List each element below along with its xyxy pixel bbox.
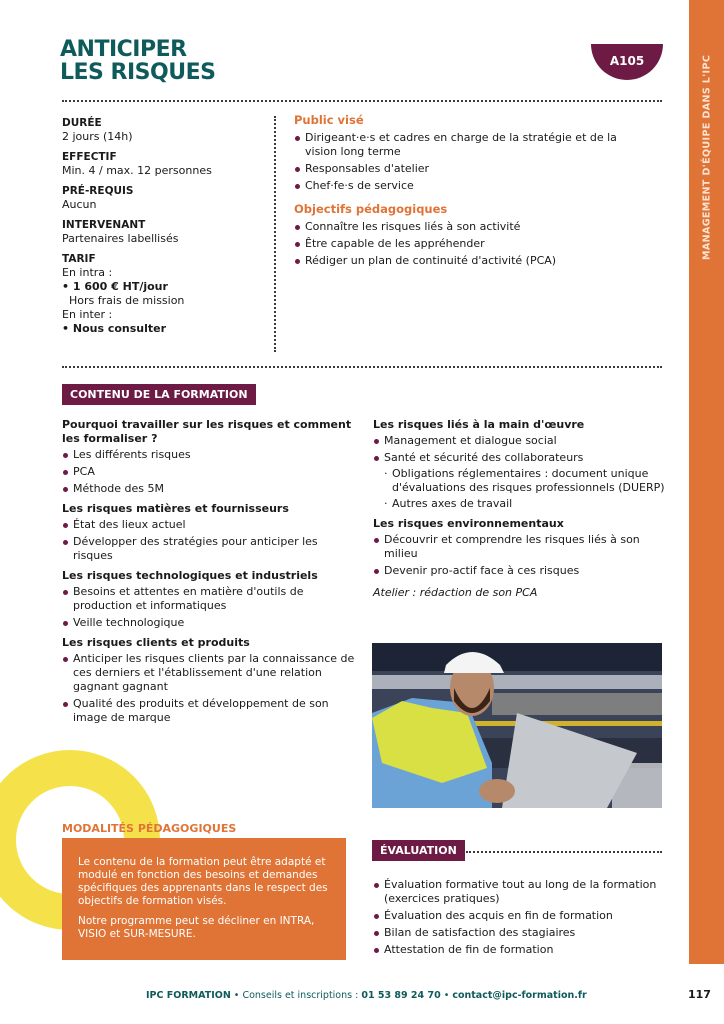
section-title: Les risques liés à la main d'œuvre <box>373 418 585 431</box>
section-list <box>373 434 668 511</box>
tarif-label: TARIF <box>62 253 96 265</box>
audience-objectives <box>294 113 634 271</box>
inter-label: En inter : <box>62 308 113 321</box>
footer-separator: • <box>230 990 243 1001</box>
title-line-1: ANTICIPER <box>60 37 187 62</box>
footer-separator: • <box>440 990 453 1001</box>
intervenant-label: INTERVENANT <box>62 219 146 231</box>
list-item: Attestation de fin de formation <box>373 943 668 957</box>
list-item <box>373 451 668 511</box>
list-item: PCA <box>62 465 357 479</box>
effectif-value: Min. 4 / max. 12 personnes <box>62 164 212 177</box>
list-item: Rédiger un plan de continuité d'activité (PCA) <box>294 254 634 268</box>
intra-label: En intra : <box>62 266 113 279</box>
footer <box>146 990 587 1001</box>
contenu-left-column <box>62 418 357 728</box>
public-list <box>294 131 634 193</box>
public-title: Public visé <box>294 113 364 127</box>
list-item: Les différents risques <box>62 448 357 462</box>
list-item: Qualité des produits et développement de son image de marque <box>62 697 357 725</box>
section-title: Les risques technologiques et industriels <box>62 569 318 582</box>
list-item-text: Santé et sécurité des collaborateurs <box>384 451 584 464</box>
list-item: Besoins et attentes en matière d'outils de production et informatiques <box>62 585 357 613</box>
category-label: MANAGEMENT D'ÉQUIPE DANS L'IPC <box>701 54 713 260</box>
divider-top <box>62 100 662 102</box>
list-item: Développer des stratégies pour anticiper les risques <box>62 535 357 563</box>
section-list <box>62 518 357 563</box>
contenu-right-column <box>373 418 668 600</box>
list-item: Bilan de satisfaction des stagiaires <box>373 926 668 940</box>
photo-illustration <box>372 643 662 808</box>
course-info <box>62 116 267 336</box>
course-code-badge: A105 <box>591 44 663 80</box>
divider-middle <box>62 366 662 368</box>
section-list <box>62 585 357 630</box>
section-title: Les risques clients et produits <box>62 636 250 649</box>
sub-list <box>384 467 668 511</box>
intra-price: • 1 600 € HT/jour <box>62 280 168 293</box>
footer-phone[interactable]: 01 53 89 24 70 <box>361 990 441 1001</box>
list-item: Méthode des 5M <box>62 482 357 496</box>
duree-value: 2 jours (14h) <box>62 130 133 143</box>
list-item: Dirigeant·e·s et cadres en charge de la stratégie et de la vision long terme <box>294 131 634 159</box>
intervenant-value: Partenaires labellisés <box>62 232 179 245</box>
list-item: Connaître les risques liés à son activité <box>294 220 634 234</box>
sub-item: · Obligations réglementaires : document unique d'évaluations des risques professionnels (DUERP) <box>384 467 668 495</box>
objectifs-title: Objectifs pédagogiques <box>294 202 448 216</box>
intra-note: Hors frais de mission <box>69 294 185 307</box>
section-title: Les risques matières et fournisseurs <box>62 502 289 515</box>
list-item: Découvrir et comprendre les risques liés à son milieu <box>373 533 668 561</box>
section-title: Les risques environnementaux <box>373 517 564 530</box>
section-list <box>62 652 357 725</box>
footer-text: Conseils et inscriptions : <box>242 990 362 1001</box>
section-list <box>62 448 357 496</box>
duree-label: DURÉE <box>62 117 102 129</box>
divider-evaluation <box>466 851 662 853</box>
list-item: Veille technologique <box>62 616 357 630</box>
list-item: Devenir pro-actif face à ces risques <box>373 564 668 578</box>
list-item: Évaluation des acquis en fin de formation <box>373 909 668 923</box>
modalites-title: MODALITÉS PÉDAGOGIQUES <box>62 822 237 835</box>
prerequis-value: Aucun <box>62 198 97 211</box>
footer-brand: IPC FORMATION <box>146 990 231 1001</box>
section-list <box>373 533 668 578</box>
evaluation-list <box>373 878 668 960</box>
divider-vertical <box>274 116 276 352</box>
atelier-note: Atelier : rédaction de son PCA <box>373 586 538 599</box>
contenu-tag: CONTENU DE LA FORMATION <box>62 384 256 405</box>
evaluation-tag: ÉVALUATION <box>372 840 465 861</box>
page-title <box>60 38 215 84</box>
footer-email[interactable]: contact@ipc-formation.fr <box>452 990 587 1001</box>
photo-engineer <box>372 643 662 808</box>
prerequis-label: PRÉ-REQUIS <box>62 185 134 197</box>
list-item: Responsables d'atelier <box>294 162 634 176</box>
inter-value: • Nous consulter <box>62 322 167 335</box>
effectif-label: EFFECTIF <box>62 151 117 163</box>
modalites-box <box>62 838 346 960</box>
sub-item: · Autres axes de travail <box>384 497 668 511</box>
page-number: 117 <box>688 988 711 1001</box>
list-item: Évaluation formative tout au long de la formation (exercices pratiques) <box>373 878 668 906</box>
list-item: Management et dialogue social <box>373 434 668 448</box>
list-item: État des lieux actuel <box>62 518 357 532</box>
modalites-paragraph-1: Le contenu de la formation peut être adapté et modulé en fonction des besoins et demandes spécifiques des apprenants dans le respect des objectifs de formation visés. <box>78 856 328 907</box>
list-item: Chef·fe·s de service <box>294 179 634 193</box>
section-title: Pourquoi travailler sur les risques et comment les formaliser ? <box>62 418 352 445</box>
title-line-2: LES RISQUES <box>60 60 216 85</box>
list-item: Être capable de les appréhender <box>294 237 634 251</box>
objectifs-list <box>294 220 634 268</box>
list-item: Anticiper les risques clients par la connaissance de ces derniers et l'établissement d'une relation gagnant gagnant <box>62 652 357 694</box>
modalites-paragraph-2: Notre programme peut se décliner en INTRA, VISIO et SUR-MESURE. <box>78 915 315 940</box>
